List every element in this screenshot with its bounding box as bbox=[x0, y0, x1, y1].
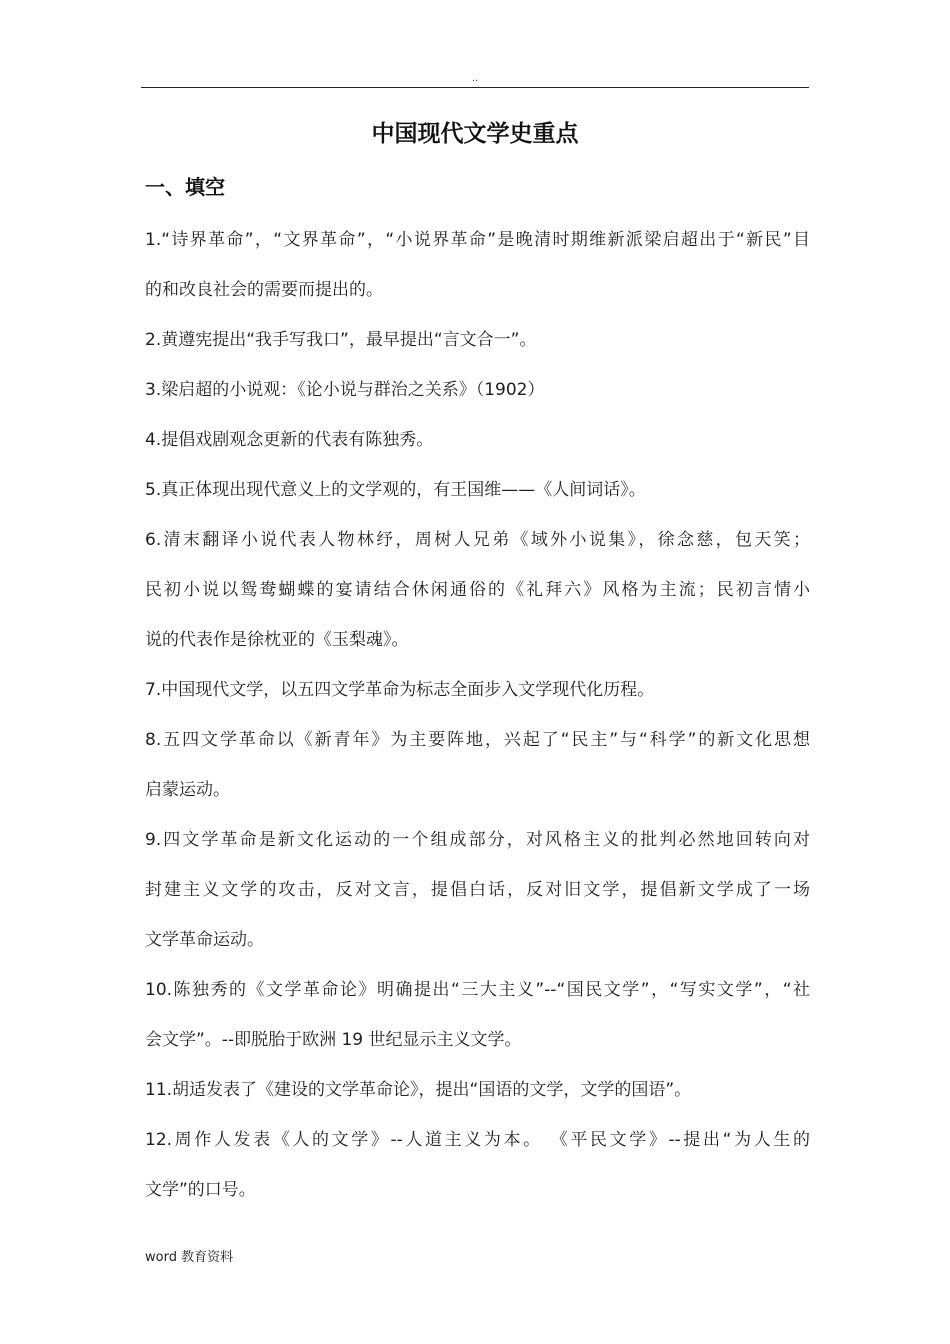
text-line: 12.周作人发表《人的文学》--人道主义为本。 《平民文学》--提出“为人生的 bbox=[145, 1130, 810, 1150]
text-line: 说的代表作是徐枕亚的《玉梨魂》。 bbox=[145, 630, 409, 650]
text-line: 文学革命运动。 bbox=[145, 930, 264, 950]
text-line: 3.梁启超的小说观：《论小说与群治之关系》（1902） bbox=[145, 380, 545, 400]
text-line: 文学”的口号。 bbox=[145, 1180, 256, 1200]
text-line: 1.“诗界革命”，“文界革命”，“小说界革命”是晚清时期维新派梁启超出于“新民”目 bbox=[145, 230, 810, 250]
section-heading: 一、填空 bbox=[145, 175, 225, 199]
text-line: 8.五四文学革命以《新青年》为主要阵地，兴起了“民主”与“科学”的新文化思想 bbox=[145, 730, 810, 750]
footer-text: word 教育资料 bbox=[145, 1250, 234, 1265]
text-line: 2.黄遵宪提出“我手写我口”，最早提出“言文合一”。 bbox=[145, 330, 537, 350]
header-mark: .. bbox=[471, 73, 479, 84]
text-line: 民初小说以鸳鸯蝴蝶的宴请结合休闲通俗的《礼拜六》风格为主流；民初言情小 bbox=[145, 580, 810, 600]
text-line: 9.四文学革命是新文化运动的一个组成部分，对风格主义的批判必然地回转向对 bbox=[145, 830, 810, 850]
text-line: 10.陈独秀的《文学革命论》明确提出“三大主义”--“国民文学”，“写实文学”，“社 bbox=[145, 980, 810, 1000]
text-line: 封建主义文学的攻击，反对文言，提倡白话，反对旧文学，提倡新文学成了一场 bbox=[145, 880, 810, 900]
text-line: 6.清末翻译小说代表人物林纾，周树人兄弟《域外小说集》，徐念慈，包天笑； bbox=[145, 530, 810, 550]
text-line: 会文学”。--即脱胎于欧洲 19 世纪显示主义文学。 bbox=[145, 1030, 522, 1050]
text-line: 启蒙运动。 bbox=[145, 780, 230, 800]
text-line: 7.中国现代文学，以五四文学革命为标志全面步入文学现代化历程。 bbox=[145, 680, 655, 700]
text-line: 11.胡适发表了《建设的文学革命论》，提出“国语的文学，文学的国语”。 bbox=[145, 1080, 692, 1100]
header-rule bbox=[141, 87, 809, 88]
text-line: 的和改良社会的需要而提出的。 bbox=[145, 280, 383, 300]
body-text bbox=[145, 215, 810, 1215]
text-line: 4.提倡戏剧观念更新的代表有陈独秀。 bbox=[145, 430, 434, 450]
text-line: 5.真正体现出现代意义上的文学观的，有王国维——《人间词话》。 bbox=[145, 480, 646, 500]
document-title: 中国现代文学史重点 bbox=[371, 121, 579, 147]
